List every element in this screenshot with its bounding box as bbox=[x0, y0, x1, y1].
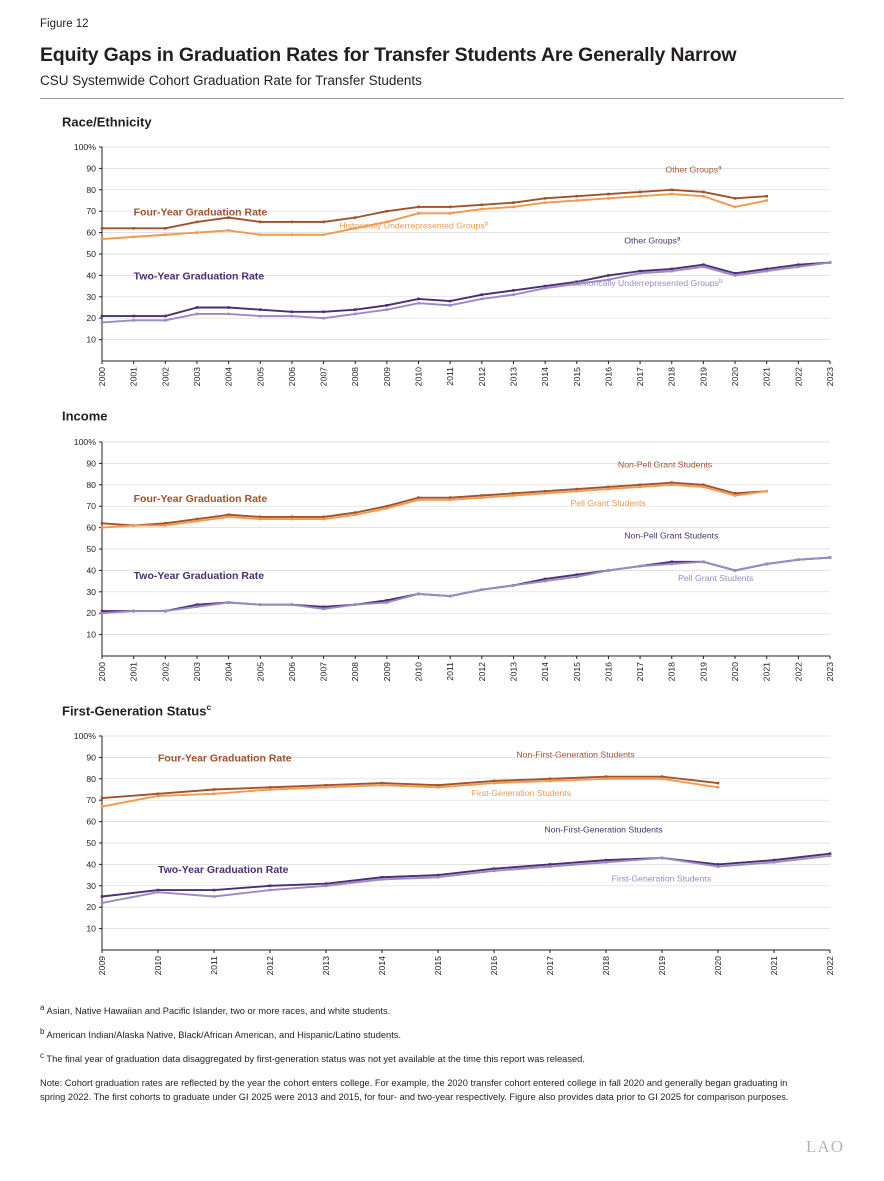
footnote-marker: c bbox=[40, 1051, 44, 1061]
series-label: Non-Pell Grant Students bbox=[624, 529, 719, 540]
series-line bbox=[102, 557, 830, 613]
footnote-text: The final year of graduation data disaggregated by first-generation status was not yet available at the time this report was released. bbox=[46, 1054, 585, 1065]
svg-text:2006: 2006 bbox=[286, 661, 297, 681]
series-line bbox=[102, 779, 718, 807]
svg-text:30: 30 bbox=[86, 586, 96, 597]
panel-title-race-ethnicity bbox=[62, 113, 844, 129]
series-label: Historically Underrepresented Groups$^b$ bbox=[339, 220, 489, 231]
footnotes bbox=[40, 1002, 844, 1104]
series-label: Historically Underrepresented Groups$^b$ bbox=[573, 277, 723, 289]
group-label: Two-Year Graduation Rate bbox=[158, 863, 289, 876]
svg-text:60: 60 bbox=[86, 522, 96, 533]
svg-text:2008: 2008 bbox=[350, 661, 361, 681]
panel-title-text: Race/Ethnicity bbox=[62, 114, 152, 130]
svg-text:20: 20 bbox=[86, 607, 96, 618]
series-label: Other Groups$^a$ bbox=[624, 235, 681, 246]
chart-first-generation bbox=[40, 722, 844, 992]
svg-text:2014: 2014 bbox=[377, 955, 387, 976]
svg-text:2015: 2015 bbox=[571, 661, 582, 681]
svg-text:60: 60 bbox=[86, 227, 96, 238]
svg-text:2008: 2008 bbox=[350, 367, 361, 387]
figure-note: Note: Cohort graduation rates are reflected by the year the cohort enters college. For example, the 2020 transfer cohort entered college in fall 2020 and generally began graduating in spring 2022. The first cohorts to graduate under GI 2025 were 2013 and 2015, for four- and two-year respectively. Figure also provides data prior to GI 2025 for comparison purposes. bbox=[40, 1078, 789, 1102]
svg-text:2022: 2022 bbox=[825, 955, 835, 976]
svg-text:2004: 2004 bbox=[223, 367, 234, 387]
svg-text:2005: 2005 bbox=[255, 661, 266, 681]
svg-text:2021: 2021 bbox=[761, 367, 772, 387]
series-label: Pell Grant Students bbox=[678, 572, 754, 583]
svg-text:2005: 2005 bbox=[255, 367, 266, 387]
footnote-marker: a bbox=[40, 1002, 45, 1012]
footnote-text: Asian, Native Hawaiian and Pacific Islander, two or more races, and white students. bbox=[46, 1006, 391, 1017]
page-title: Equity Gaps in Graduation Rates for Transfer Students Are Generally Narrow bbox=[40, 44, 737, 66]
svg-text:2019: 2019 bbox=[657, 955, 667, 976]
svg-text:2020: 2020 bbox=[713, 955, 723, 976]
svg-text:50: 50 bbox=[86, 837, 96, 848]
svg-text:70: 70 bbox=[86, 206, 96, 217]
chart-svg-income bbox=[40, 428, 844, 698]
svg-text:2009: 2009 bbox=[97, 955, 107, 976]
footnote-marker: b bbox=[40, 1027, 45, 1037]
svg-text:2012: 2012 bbox=[476, 367, 487, 387]
svg-text:80: 80 bbox=[86, 185, 96, 196]
svg-text:30: 30 bbox=[86, 292, 96, 303]
footnote-c bbox=[40, 1050, 844, 1067]
chart-income bbox=[40, 428, 844, 698]
svg-text:2017: 2017 bbox=[545, 955, 555, 976]
header-divider bbox=[40, 98, 844, 99]
svg-text:2012: 2012 bbox=[476, 661, 487, 681]
group-label: Four-Year Graduation Rate bbox=[133, 492, 268, 505]
svg-text:2016: 2016 bbox=[489, 955, 499, 976]
svg-text:2003: 2003 bbox=[191, 661, 202, 681]
panel-first-generation bbox=[40, 702, 844, 992]
svg-text:40: 40 bbox=[86, 565, 96, 576]
svg-text:2023: 2023 bbox=[825, 661, 835, 681]
series-label: First-Generation Students bbox=[471, 787, 572, 798]
panel-title-text: First-Generation Status bbox=[62, 702, 207, 718]
group-label: Four-Year Graduation Rate bbox=[133, 206, 268, 219]
svg-text:2014: 2014 bbox=[540, 367, 551, 387]
panel-title-superscript: c bbox=[206, 701, 212, 712]
svg-text:2018: 2018 bbox=[601, 955, 611, 976]
svg-text:2001: 2001 bbox=[128, 661, 139, 681]
svg-text:2007: 2007 bbox=[318, 367, 329, 387]
svg-text:2017: 2017 bbox=[635, 661, 646, 681]
group-label: Four-Year Graduation Rate bbox=[158, 752, 292, 765]
panel-title-income bbox=[62, 407, 844, 423]
panel-title-first-generation bbox=[62, 702, 844, 718]
panel-title-text: Income bbox=[62, 408, 108, 424]
svg-text:80: 80 bbox=[86, 479, 96, 490]
svg-text:2003: 2003 bbox=[191, 367, 202, 387]
chart-svg-race-ethnicity bbox=[40, 133, 844, 403]
svg-text:2015: 2015 bbox=[571, 367, 582, 387]
svg-text:10: 10 bbox=[86, 334, 96, 345]
svg-text:2014: 2014 bbox=[540, 661, 551, 681]
group-label: Two-Year Graduation Rate bbox=[133, 271, 265, 284]
svg-text:2000: 2000 bbox=[97, 367, 107, 387]
svg-text:90: 90 bbox=[86, 752, 96, 763]
panel-income bbox=[40, 407, 844, 697]
svg-text:2004: 2004 bbox=[223, 661, 234, 681]
svg-text:2020: 2020 bbox=[730, 661, 741, 681]
svg-text:90: 90 bbox=[86, 458, 96, 469]
svg-text:2011: 2011 bbox=[445, 661, 456, 681]
svg-text:30: 30 bbox=[86, 880, 96, 891]
svg-text:50: 50 bbox=[86, 543, 96, 554]
svg-text:2001: 2001 bbox=[128, 367, 139, 387]
series-label: Other Groups$^a$ bbox=[665, 164, 722, 176]
svg-text:2022: 2022 bbox=[793, 367, 804, 387]
footnote-a bbox=[40, 1002, 844, 1019]
svg-text:2022: 2022 bbox=[793, 661, 804, 681]
svg-text:80: 80 bbox=[86, 773, 96, 784]
lao-logo: LAO bbox=[806, 1137, 844, 1156]
svg-text:10: 10 bbox=[86, 923, 96, 934]
svg-text:2020: 2020 bbox=[730, 367, 741, 387]
svg-text:2019: 2019 bbox=[698, 661, 709, 681]
series-label: Non-First-Generation Students bbox=[544, 824, 663, 835]
svg-text:2018: 2018 bbox=[666, 661, 677, 681]
svg-text:2006: 2006 bbox=[286, 367, 297, 387]
svg-text:10: 10 bbox=[86, 629, 96, 640]
footnote-text: American Indian/Alaska Native, Black/African American, and Hispanic/Latino students. bbox=[46, 1030, 402, 1041]
svg-text:2009: 2009 bbox=[381, 367, 392, 387]
figure-number: Figure 12 bbox=[40, 18, 89, 30]
chart-svg-first-generation bbox=[40, 722, 844, 992]
svg-text:2019: 2019 bbox=[698, 367, 709, 387]
svg-text:2013: 2013 bbox=[321, 955, 331, 976]
svg-text:2012: 2012 bbox=[265, 955, 275, 976]
svg-text:90: 90 bbox=[86, 163, 96, 174]
svg-text:2011: 2011 bbox=[445, 367, 456, 387]
svg-text:2007: 2007 bbox=[318, 661, 329, 681]
svg-text:2002: 2002 bbox=[160, 367, 171, 387]
svg-text:2010: 2010 bbox=[413, 367, 424, 387]
svg-text:40: 40 bbox=[86, 859, 96, 870]
svg-text:2015: 2015 bbox=[433, 955, 443, 976]
page-subtitle: CSU Systemwide Cohort Graduation Rate for Transfer Students bbox=[40, 73, 422, 88]
svg-text:20: 20 bbox=[86, 313, 96, 324]
svg-text:2016: 2016 bbox=[603, 661, 614, 681]
series-label: Pell Grant Students bbox=[570, 497, 646, 508]
svg-text:100%: 100% bbox=[73, 436, 96, 447]
svg-text:100%: 100% bbox=[73, 142, 96, 153]
chart-race-ethnicity bbox=[40, 133, 844, 403]
svg-text:40: 40 bbox=[86, 270, 96, 281]
series-line bbox=[102, 856, 830, 903]
svg-text:2002: 2002 bbox=[160, 661, 171, 681]
svg-text:2010: 2010 bbox=[153, 955, 163, 976]
series-label: Non-Pell Grant Students bbox=[617, 459, 713, 470]
svg-text:2011: 2011 bbox=[209, 955, 219, 975]
svg-text:2013: 2013 bbox=[508, 661, 519, 681]
series-label: First-Generation Students bbox=[611, 873, 712, 884]
svg-text:20: 20 bbox=[86, 902, 96, 913]
svg-text:100%: 100% bbox=[73, 730, 96, 741]
panel-race-ethnicity bbox=[40, 113, 844, 403]
svg-text:2009: 2009 bbox=[381, 661, 392, 681]
series-label: Non-First-Generation Students bbox=[516, 749, 635, 760]
svg-text:70: 70 bbox=[86, 795, 96, 806]
svg-text:60: 60 bbox=[86, 816, 96, 827]
svg-text:50: 50 bbox=[86, 249, 96, 260]
svg-text:2021: 2021 bbox=[761, 661, 772, 681]
footnote-b bbox=[40, 1026, 844, 1043]
svg-text:70: 70 bbox=[86, 500, 96, 511]
svg-text:2016: 2016 bbox=[603, 367, 614, 387]
svg-text:2023: 2023 bbox=[825, 367, 835, 387]
svg-text:2021: 2021 bbox=[769, 955, 779, 976]
svg-text:2010: 2010 bbox=[413, 661, 424, 681]
group-label: Two-Year Graduation Rate bbox=[133, 569, 265, 582]
svg-text:2000: 2000 bbox=[97, 661, 107, 681]
svg-text:2013: 2013 bbox=[508, 367, 519, 387]
svg-text:2017: 2017 bbox=[635, 367, 646, 387]
svg-text:2018: 2018 bbox=[666, 367, 677, 387]
